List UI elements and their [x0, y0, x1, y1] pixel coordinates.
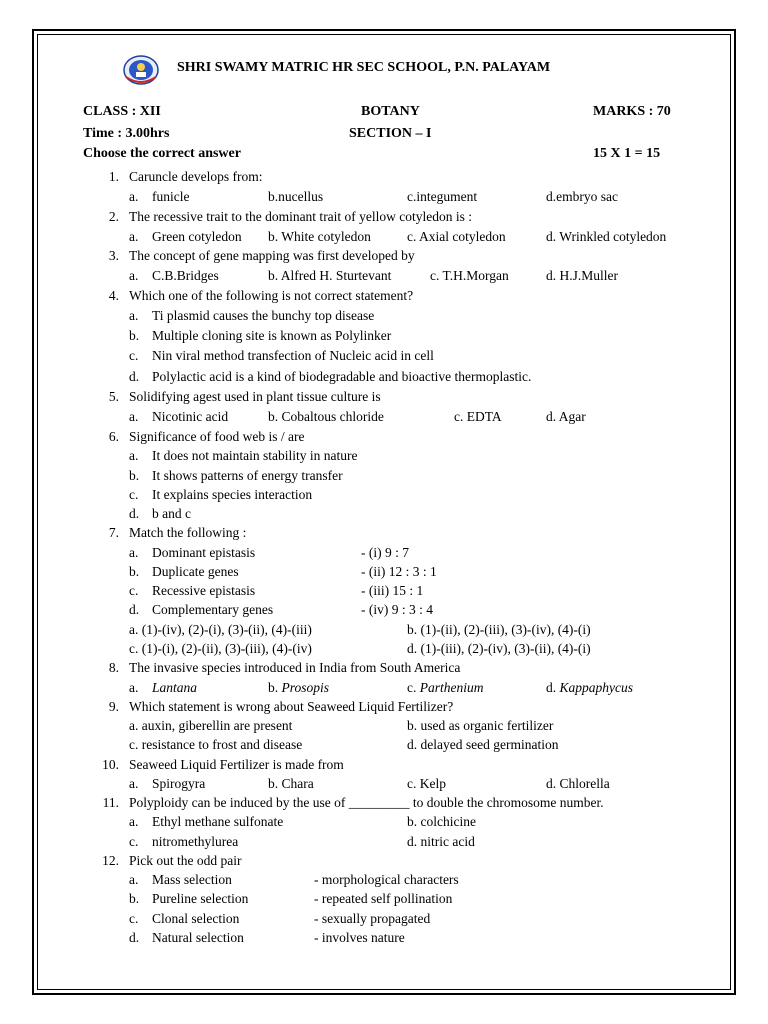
option-b-marker: b.	[268, 680, 282, 695]
match-item: Duplicate genes	[152, 564, 239, 579]
option-b: b. Alfred H. Sturtevant	[268, 268, 392, 283]
question-number: 11.	[102, 795, 119, 810]
option-b: b. White cotyledon	[268, 229, 371, 244]
option-marker: b.	[129, 468, 140, 483]
option-marker: d.	[129, 506, 140, 521]
option-d: d. Wrinkled cotyledon	[546, 229, 667, 244]
option-marker: a.	[129, 776, 139, 791]
option-c-text: Parthenium	[419, 680, 484, 695]
question-number: 7.	[108, 525, 119, 540]
option-marker: a.	[129, 814, 139, 829]
question-text: The recessive trait to the dominant trait of yellow cotyledon is :	[129, 209, 473, 224]
option-d: b and c	[152, 506, 191, 521]
option-c: c. EDTA	[454, 409, 502, 424]
question-number: 1.	[108, 169, 119, 184]
subject-label: BOTANY	[361, 104, 420, 119]
option-b: b. colchicine	[407, 814, 476, 829]
option-b	[268, 679, 329, 697]
question-number: 10.	[102, 757, 119, 772]
option-a: Nicotinic acid	[152, 409, 229, 424]
scoring-label: 15 X 1 = 15	[593, 146, 661, 161]
option-c: c. Kelp	[407, 776, 446, 791]
match-item: Mass selection	[152, 872, 232, 887]
question-text: Solidifying agest used in plant tissue culture is	[129, 389, 381, 404]
option-marker: d.	[129, 602, 140, 617]
question-text: The concept of gene mapping was first developed by	[129, 248, 415, 263]
option-b: b.nucellus	[268, 189, 324, 204]
answer-option-c: c. (1)-(i), (2)-(ii), (3)-(iii), (4)-(iv)	[129, 641, 312, 656]
question-number: 2.	[108, 209, 119, 224]
instruction-label: Choose the correct answer	[83, 146, 241, 161]
option-a: Ti plasmid causes the bunchy top disease	[152, 308, 375, 323]
option-marker: a.	[129, 308, 139, 323]
question-text: Match the following :	[129, 525, 247, 540]
time-label: Time : 3.00hrs	[83, 126, 170, 141]
answer-option-a: a. (1)-(iv), (2)-(i), (3)-(ii), (4)-(iii)	[129, 622, 312, 637]
answer-option-b: b. (1)-(ii), (2)-(iii), (3)-(iv), (4)-(i)	[407, 622, 591, 637]
question-number: 3.	[108, 248, 119, 263]
match-description: - involves nature	[314, 930, 405, 945]
match-description: - morphological characters	[314, 872, 459, 887]
option-c: nitromethylurea	[152, 834, 239, 849]
option-a: Spirogyra	[152, 776, 206, 791]
answer-option-d: d. (1)-(iii), (2)-(iv), (3)-(ii), (4)-(i)	[407, 641, 591, 656]
school-logo-icon	[122, 55, 160, 85]
match-ratio: - (iii) 15 : 1	[361, 583, 424, 598]
option-c: c. T.H.Morgan	[430, 268, 509, 283]
question-number: 6.	[108, 429, 119, 444]
option-d: d.embryo sac	[546, 189, 618, 204]
option-marker: a.	[129, 448, 139, 463]
question-text: Which one of the following is not correct statement?	[129, 288, 414, 303]
option-b: It shows patterns of energy transfer	[152, 468, 343, 483]
match-description: - sexually propagated	[314, 911, 431, 926]
option-d: d. delayed seed germination	[407, 737, 559, 752]
question-text: Caruncle develops from:	[129, 169, 263, 184]
marks-label: MARKS : 70	[593, 104, 671, 119]
option-c: Nin viral method transfection of Nucleic acid in cell	[152, 348, 434, 363]
option-d: d. Agar	[546, 409, 586, 424]
question-text: Pick out the odd pair	[129, 853, 242, 868]
option-marker: d.	[129, 930, 140, 945]
question-text: Seaweed Liquid Fertilizer is made from	[129, 757, 344, 772]
option-marker: b.	[129, 328, 140, 343]
question-text: Polyploidy can be induced by the use of _________ to double the chromosome number.	[129, 795, 604, 810]
option-marker: a.	[129, 680, 139, 695]
option-marker: a.	[129, 545, 139, 560]
question-text: The invasive species introduced in India from South America	[129, 660, 461, 675]
option-marker: a.	[129, 189, 139, 204]
option-marker: c.	[129, 487, 139, 502]
question-number: 4.	[108, 288, 119, 303]
option-a: It does not maintain stability in nature	[152, 448, 358, 463]
question-number: 5.	[108, 389, 119, 404]
option-b: b. Cobaltous chloride	[268, 409, 384, 424]
match-item: Natural selection	[152, 930, 244, 945]
option-d: d. Chlorella	[546, 776, 610, 791]
option-marker: c.	[129, 583, 139, 598]
option-d: Polylactic acid is a kind of biodegradable and bioactive thermoplastic.	[152, 369, 532, 384]
option-b-text: Prosopis	[281, 680, 330, 695]
option-marker: b.	[129, 564, 140, 579]
option-d-text: Kappaphycus	[559, 680, 633, 695]
option-c	[407, 679, 484, 697]
option-d: d. H.J.Muller	[546, 268, 618, 283]
option-marker: d.	[129, 369, 140, 384]
option-c: c.integument	[407, 189, 478, 204]
match-item: Recessive epistasis	[152, 583, 256, 598]
option-b: b. Chara	[268, 776, 314, 791]
option-marker: a.	[129, 409, 139, 424]
option-a: a. auxin, giberellin are present	[129, 718, 293, 733]
match-item: Pureline selection	[152, 891, 249, 906]
match-description: - repeated self pollination	[314, 891, 453, 906]
option-marker: a.	[129, 229, 139, 244]
option-b: Multiple cloning site is known as Polylinker	[152, 328, 392, 343]
question-number: 12.	[102, 853, 119, 868]
match-item: Complementary genes	[152, 602, 274, 617]
question-text: Significance of food web is / are	[129, 429, 305, 444]
option-marker: c.	[129, 911, 139, 926]
option-a	[152, 679, 197, 697]
option-c: It explains species interaction	[152, 487, 313, 502]
option-d-marker: d.	[546, 680, 560, 695]
question-number: 9.	[108, 699, 119, 714]
option-marker: a.	[129, 268, 139, 283]
option-a: Ethyl methane sulfonate	[152, 814, 284, 829]
match-item: Clonal selection	[152, 911, 240, 926]
option-marker: b.	[129, 891, 140, 906]
option-c-marker: c.	[407, 680, 420, 695]
option-a: Green cotyledon	[152, 229, 242, 244]
match-ratio: - (iv) 9 : 3 : 4	[361, 602, 433, 617]
question-text: Which statement is wrong about Seaweed Liquid Fertilizer?	[129, 699, 454, 714]
option-c: c. resistance to frost and disease	[129, 737, 303, 752]
school-name: SHRI SWAMY MATRIC HR SEC SCHOOL, P.N. PALAYAM	[177, 60, 551, 75]
match-item: Dominant epistasis	[152, 545, 256, 560]
class-label: CLASS : XII	[83, 104, 161, 119]
section-label: SECTION – I	[349, 126, 432, 141]
option-marker: c.	[129, 348, 139, 363]
match-ratio: - (ii) 12 : 3 : 1	[361, 564, 437, 579]
option-marker: c.	[129, 834, 139, 849]
option-c: c. Axial cotyledon	[407, 229, 506, 244]
option-d: d. nitric acid	[407, 834, 475, 849]
question-number: 8.	[108, 660, 119, 675]
option-d	[546, 679, 633, 697]
option-a: funicle	[152, 189, 190, 204]
option-marker: a.	[129, 872, 139, 887]
option-b: b. used as organic fertilizer	[407, 718, 554, 733]
option-a: C.B.Bridges	[152, 268, 219, 283]
option-a-text: Lantana	[152, 680, 198, 695]
match-ratio: - (i) 9 : 7	[361, 545, 409, 560]
